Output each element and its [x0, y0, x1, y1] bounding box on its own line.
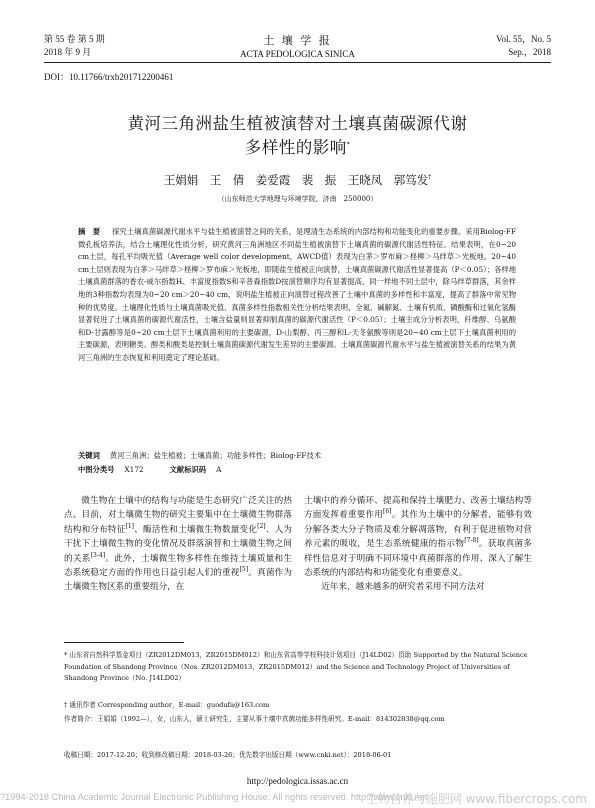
volume-issue-en: Vol. 55，No. 5 — [496, 34, 551, 44]
footnote-funding: * 山东省自然科学基金项目（ZR2012DM013，ZR2015DM012）和山东省高等学校科技计划项目（J14LD02）资助 Supported by the Natural Science Foundation of Shandong Province（Nos. ZR2012DM013，ZR2015DM012）and the Science and Technology Project of Universities of Shandong Province（No. J14LD02） — [64, 651, 528, 683]
footnote-author-bio: 作者简介：王娟娟（1992—），女，山东人，硕士研究生，主要从事土壤中真菌功能多样性研究。E-mail：814302838@qq.com — [64, 715, 445, 723]
clc-value: X172 — [124, 465, 144, 474]
abstract-text: 探究土壤真菌碳源代谢水平与盐生植被演替之间的关系，是理清生态系统的内部结构和功能变化的重要步骤。采用Biolog-FF微孔板培养法，结合土壤理化性质分析，研究黄河三角洲地区不同盐生植被演替下土壤真菌的碳源代谢活性特征。结果表明，在0~20 cm土层，每孔平均吸光值（Average well color development，AWCD值）表现为白茅＞罗布麻＞柽柳＞马绊草＞光板地，20~40 cm土层则表现为白茅＞马绊草＞柽柳＞罗布麻＞光板地，即随盐生植被正向演替，土壤真菌碳源代谢活性显著提高（P＜0.05）；各样地土壤真菌群落的香农-威尔指数H、丰富度指数S和辛普森指数D按演替顺序均有显著提高，同一样地不同土层中，除马绊草群落，其余样地的3种指数均表现为0~20 cm＞20~40 cm，说明盐生植被正向演替过程改善了土壤中真菌的多样性和丰富度，提高了群落中常见物种的优势度。土壤理化性质与土壤真菌吸光值、真菌多样性指数相关性分析结果表明，全氮、碱解氮、土壤有机质、磷酸酶和过氧化氢酶显著促进了土壤真菌的碳源代谢活性，土壤含盐量则显著抑制真菌的碳源代谢活性（P＜0.05）；土壤主成分分析表明，纤维醇、乌氨酸和D-甘露醇等是0~20 cm土层下土壤真菌利用的主要碳源，D-山梨醇、丙三醇和L-天冬氨酸等则是20~40 cm土层下土壤真菌利用的主要碳源，表明糖类、醇类和酸类是控制土壤真菌碳源代谢发生差异的主要碳源。土壤真菌碳源代谢水平与盐生植被演替关系的结果为黄河三角洲的生态恢复和利用奠定了理论基础。 — [78, 227, 517, 362]
abstract-label: 摘 要 — [78, 227, 101, 236]
doc-code-value: A — [216, 465, 222, 474]
doc-code-label: 文献标识码 — [169, 465, 207, 474]
paper-title — [44, 112, 551, 160]
footnote-corresponding: † 通讯作者 Corresponding author，E-mail：guodufa@163.com — [64, 701, 270, 709]
reference-citation[interactable]: [3-4] — [90, 551, 106, 559]
body-column-left — [64, 494, 292, 595]
site-watermark: 生物营养与施肥网 www.fibercrops.com — [365, 792, 587, 806]
cnki-watermark: ?1994-2018 China Academic Journal Electronic Publishing House. All rights reserved. http://www.cnki.net — [0, 792, 428, 802]
header-rule — [44, 62, 551, 63]
date-cn: 2018 年 9 月 — [44, 47, 92, 57]
body-paragraph: 土壤中的养分循环、提高和保持土壤肥力、改善土壤结构等方面发挥着重要作用[6]。其作为土壤中的分解者，能够有效分解各类大分子物质及难分解凋落物，有利于促进植物对营养元素的吸收，是生态系统健康的指示物[7-8]。获取真菌多样性信息对于明确不同环境中真菌群落的作用、深入了解生态系统的内部结构和功能变化有重要意义。 — [304, 496, 532, 579]
footnote-rule — [64, 642, 184, 643]
journal-name-cn: 土 壤 学 报 — [263, 34, 332, 47]
clc-label: 中图分类号 — [78, 465, 115, 474]
footer-url: http://pedologica.issas.ac.cn — [246, 776, 349, 786]
body-paragraph: 近年来，越来越多的研究者采用不同方法对 — [321, 582, 485, 593]
volume-issue-cn: 第 55 卷 第 5 期 — [44, 34, 105, 44]
body-column-right — [304, 494, 532, 595]
title-line-2: 多样性的影响* — [244, 138, 351, 157]
reference-citation[interactable]: [2] — [257, 522, 266, 530]
body-paragraph: 微生物在土壤中的结构与功能是生态研究广泛关注的热点。目前，对土壤微生物的研究主要集中在土壤微生物群落结构和分布特征[1]、酶活性和土壤微生物数量变化[2]、人为干扰下土壤微生物的变化情况及群落演替和土壤微生物之间的关系[3-4]。此外，土壤微生物多样性在维持土壤质量和生态系统稳定方面的作用也日益引起人们的重视[5]。真菌作为土壤微生物区系的重要组分，在 — [64, 496, 292, 593]
journal-name-en: ACTA PEDOLOGICA SINICA — [240, 49, 355, 59]
affiliation: （山东师范大学地理与环境学院，济南 250000） — [217, 195, 378, 203]
footnote-dates: 收稿日期：2017-12-20；收到修改稿日期：2018-03-26；优先数字出版日期（www.cnki.net）：2018-06-01 — [64, 751, 392, 759]
reference-citation[interactable]: [5] — [239, 566, 249, 574]
keywords-label: 关键词 — [78, 451, 100, 460]
reference-citation[interactable]: [6] — [383, 508, 392, 516]
reference-citation[interactable]: [1] — [125, 522, 134, 530]
keywords — [78, 450, 516, 462]
title-line-1: 黄河三角洲盐生植被演替对土壤真菌碳源代谢 — [127, 114, 468, 133]
doi: DOI：10.11766/trxb201712200461 — [44, 72, 174, 82]
author-list: 王娟娟 王 倩 姜爱霞 裴 振 王晓凤 郭笃发† — [163, 173, 432, 187]
title-footnote-mark: * — [346, 141, 351, 149]
reference-citation[interactable]: [7-8] — [464, 537, 479, 545]
author-footnote-mark: † — [428, 174, 432, 182]
keywords-text: 黄河三角洲；盐生植被；土壤真菌；功能多样性；Biolog-FF技术 — [109, 451, 322, 460]
classification — [78, 464, 516, 476]
date-en: Sep.，2018 — [508, 47, 551, 57]
abstract — [78, 226, 516, 365]
